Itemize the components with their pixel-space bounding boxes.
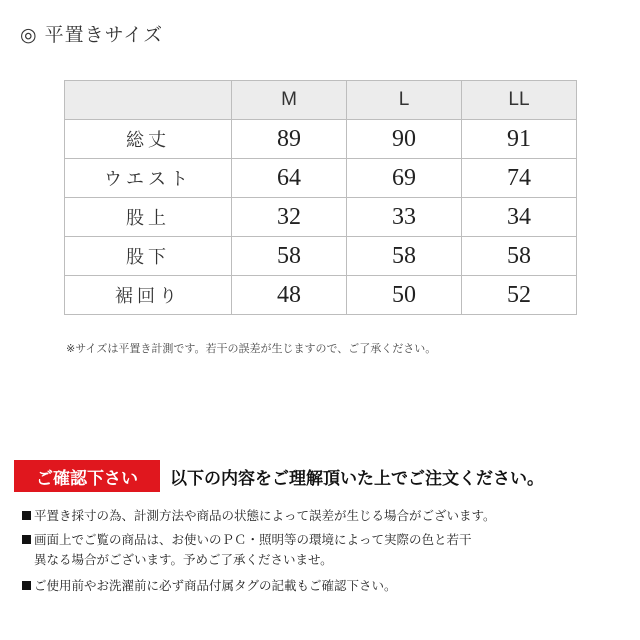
list-item-text: ご使用前やお洗濯前に必ず商品付属タグの記載もご確認下さい。 (34, 578, 397, 593)
row-label: 総丈 (65, 120, 232, 159)
cell-value: 32 (232, 198, 347, 237)
table-row (65, 120, 577, 159)
cell-value: 58 (347, 237, 462, 276)
row-label: 裾回り (65, 276, 232, 315)
section-title: ◎ 平置きサイズ (20, 24, 164, 46)
header-corner (65, 81, 232, 120)
square-bullet-icon (22, 511, 31, 520)
cell-value: 64 (232, 159, 347, 198)
cell-value: 48 (232, 276, 347, 315)
cell-value: 58 (232, 237, 347, 276)
cell-value: 90 (347, 120, 462, 159)
row-label: 股下 (65, 237, 232, 276)
cell-value: 89 (232, 120, 347, 159)
header-size-m: M (232, 81, 347, 120)
list-item (22, 506, 627, 526)
notice-list (22, 506, 627, 600)
confirm-badge: ご確認下さい (14, 460, 160, 492)
row-label: ウエスト (65, 159, 232, 198)
confirm-heading: 以下の内容をご理解頂いた上でご注文ください。 (170, 468, 544, 489)
measurement-note: ※サイズは平置き計測です。若干の誤差が生じますので、ご了承ください。 (66, 342, 437, 355)
list-item (22, 576, 627, 596)
cell-value: 58 (462, 237, 577, 276)
cell-value: 91 (462, 120, 577, 159)
cell-value: 34 (462, 198, 577, 237)
square-bullet-icon (22, 581, 31, 590)
header-row (65, 81, 577, 120)
cell-value: 74 (462, 159, 577, 198)
header-size-ll: LL (462, 81, 577, 120)
confirm-banner (14, 460, 544, 492)
list-item-text: 画面上でご覧の商品は、お使いのＰＣ・照明等の環境によって実際の色と若干 異なる場合がございます。予めご了承くださいませ。 (34, 532, 472, 567)
table-row (65, 237, 577, 276)
cell-value: 69 (347, 159, 462, 198)
list-item-text: 平置き採寸の為、計測方法や商品の状態によって誤差が生じる場合がございます。 (34, 508, 496, 523)
header-size-l: L (347, 81, 462, 120)
cell-value: 50 (347, 276, 462, 315)
list-item (22, 530, 627, 570)
table-row (65, 159, 577, 198)
cell-value: 52 (462, 276, 577, 315)
table-row (65, 198, 577, 237)
cell-value: 33 (347, 198, 462, 237)
table-row (65, 276, 577, 315)
row-label: 股上 (65, 198, 232, 237)
size-table (64, 80, 577, 315)
square-bullet-icon (22, 535, 31, 544)
